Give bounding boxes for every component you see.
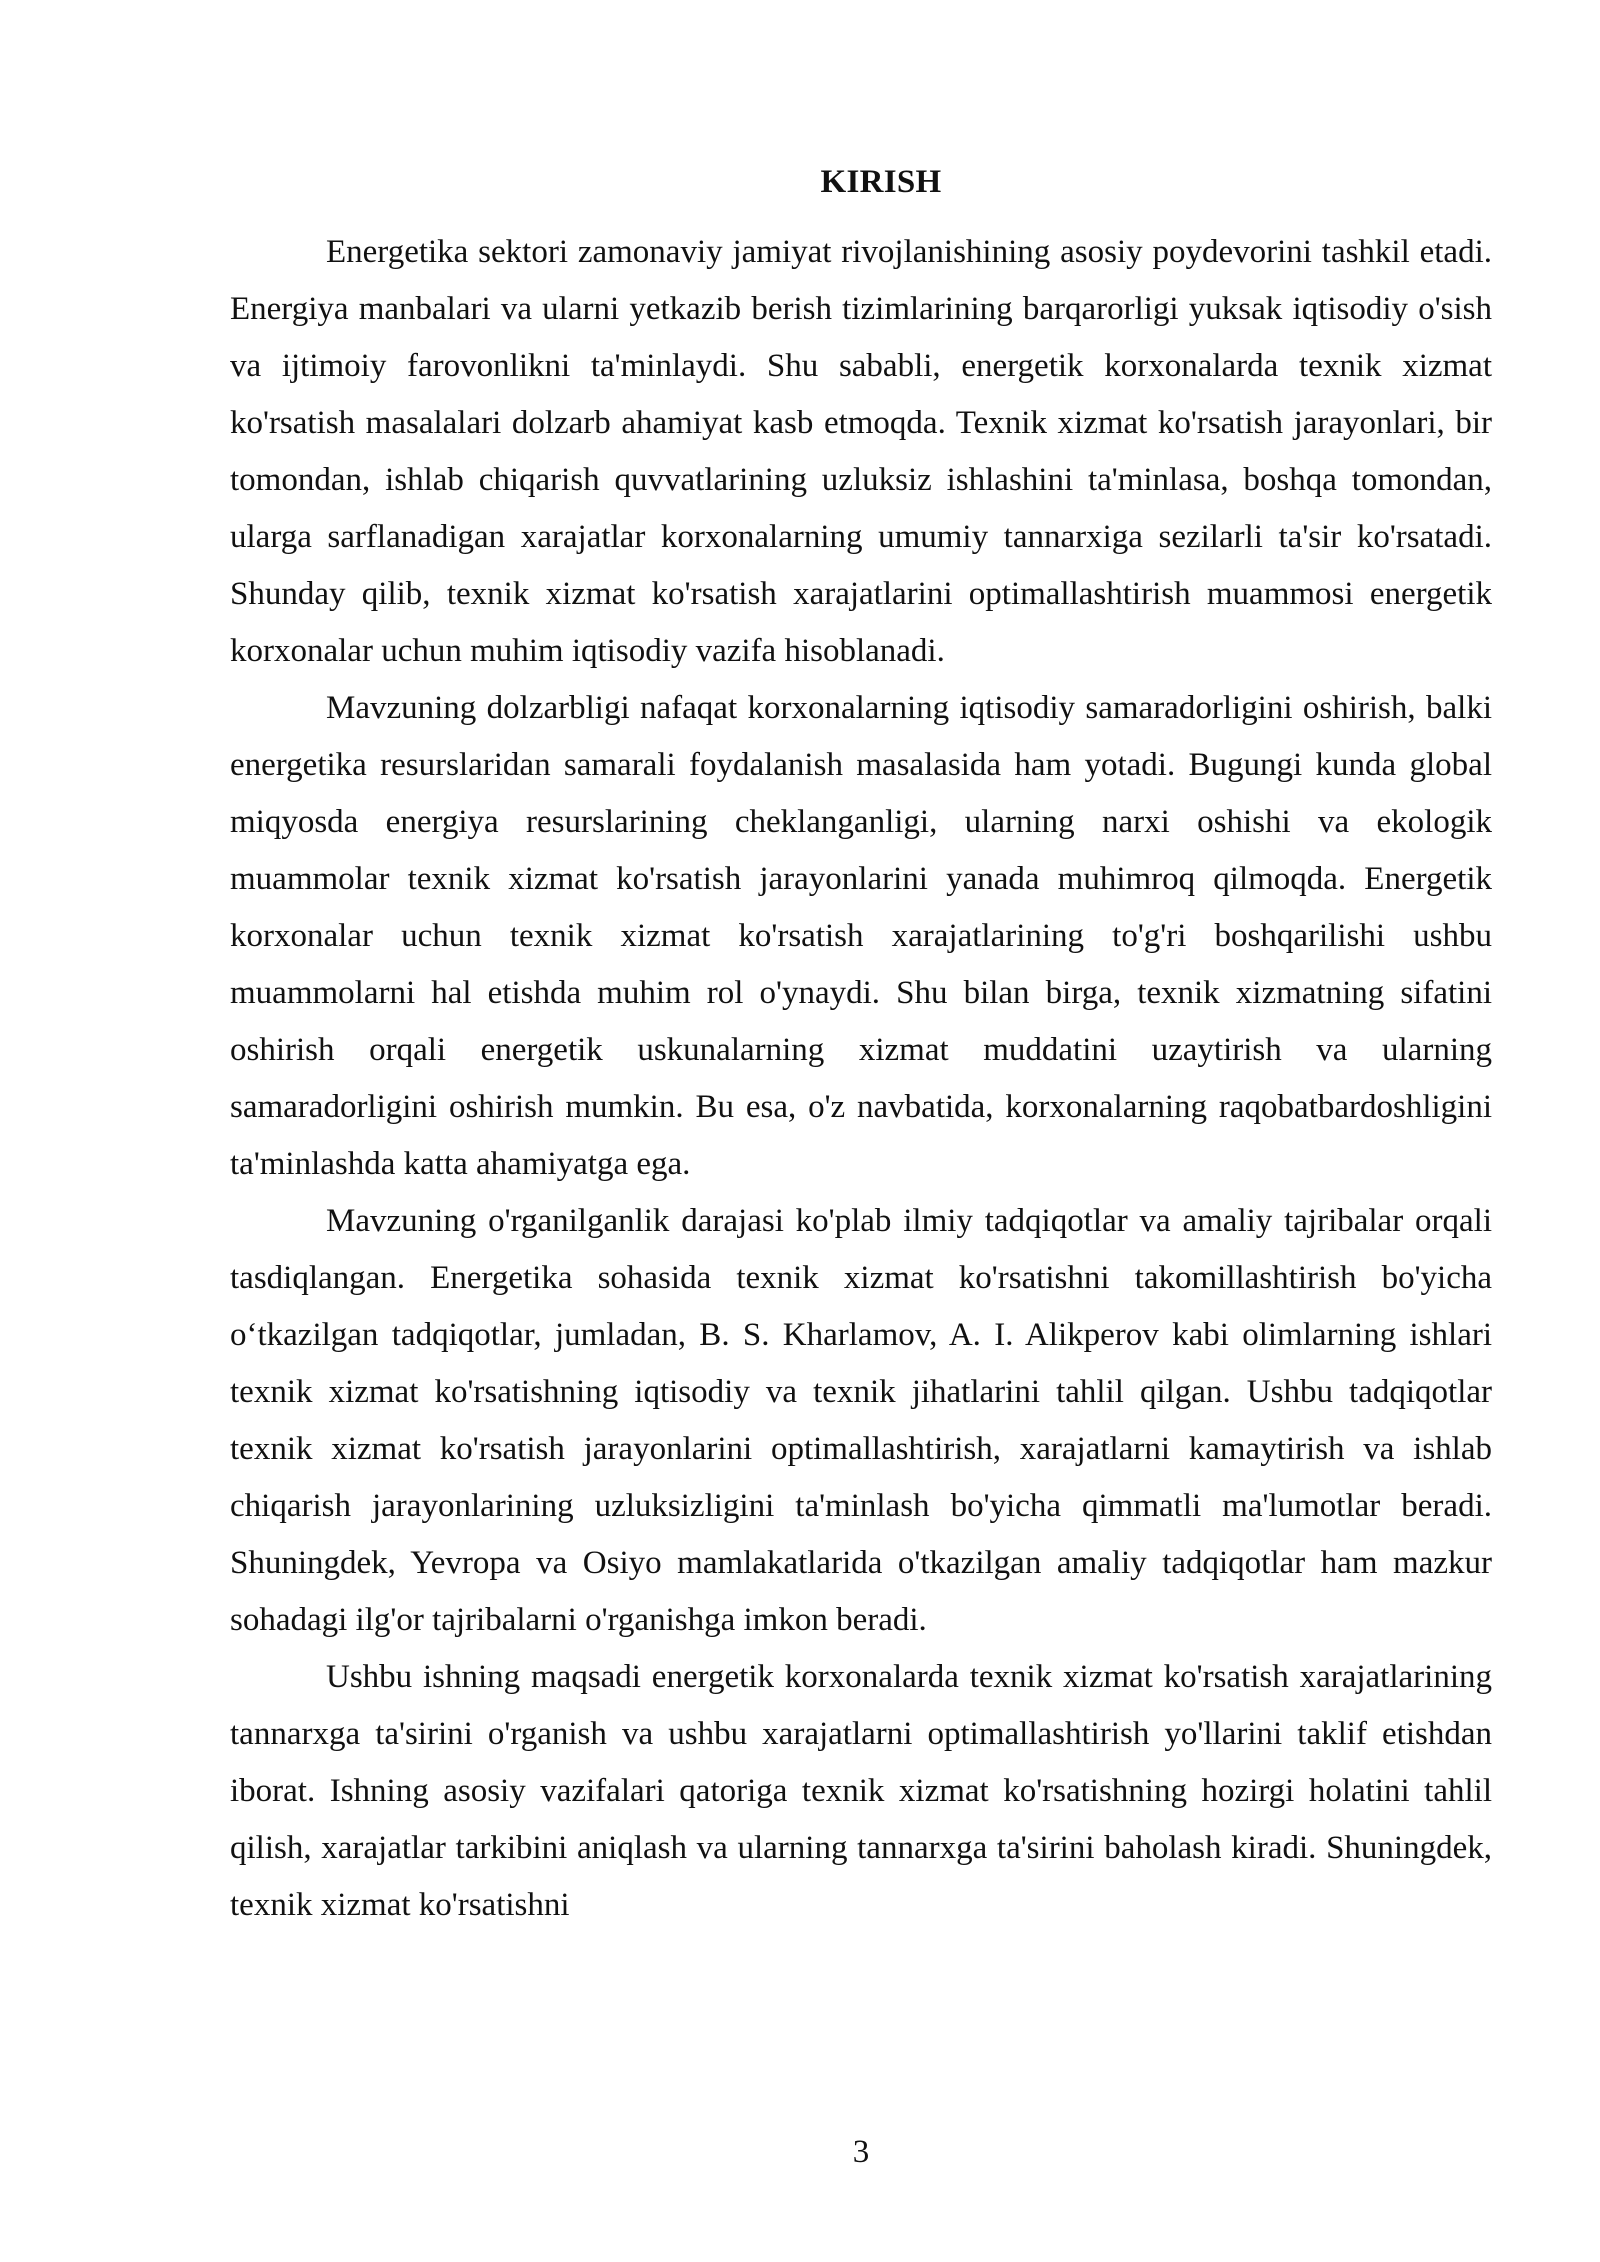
page-number: 3 bbox=[852, 2134, 870, 2170]
paragraph-4: Ushbu ishning maqsadi energetik korxonalarda texnik xizmat ko'rsatish xarajatlarining tannarxga ta'sirini o'rganish va ushbu xarajatlarni optimallashtirish yo'llarini taklif etishdan iborat. Ishning asosiy vazifalari qatoriga texnik xizmat ko'rsatishning hozirgi holatini tahlil qilish, xarajatlar tarkibini aniqlash va ularning tannarxga ta'sirini baholash kiradi. Shuningdek, texnik xizmat ko'rsatishni bbox=[230, 1659, 1492, 1923]
page-content bbox=[230, 160, 1492, 1934]
paragraph-3: Mavzuning o'rganilganlik darajasi ko'plab ilmiy tadqiqotlar va amaliy tajribalar orqali tasdiqlangan. Energetika sohasida texnik xizmat ko'rsatishni takomillashtirish bo'yicha o‘tkazilgan tadqiqotlar, jumladan, B. S. Kharlamov, A. I. Alikperov kabi olimlarning ishlari texnik xizmat ko'rsatishning iqtisodiy va texnik jihatlarini tahlil qilgan. Ushbu tadqiqotlar texnik xizmat ko'rsatish jarayonlarini optimallashtirish, xarajatlarni kamaytirish va ishlab chiqarish jarayonlarining uzluksizligini ta'minlash bo'yicha qimmatli ma'lumotlar beradi. Shuningdek, Yevropa va Osiyo mamlakatlarida o'tkazilgan amaliy tadqiqotlar ham mazkur sohadagi ilg'or tajribalarni o'rganishga imkon beradi. bbox=[230, 1203, 1492, 1638]
page-title: KIRISH bbox=[820, 164, 942, 200]
paragraph-1: Energetika sektori zamonaviy jamiyat rivojlanishining asosiy poydevorini tashkil etadi. Energiya manbalari va ularni yetkazib berish tizimlarining barqarorligi yuksak iqtisodiy o'sish va ijtimoiy farovonlikni ta'minlaydi. Shu sababli, energetik korxonalarda texnik xizmat ko'rsatish masalalari dolzarb ahamiyat kasb etmoqda. Texnik xizmat ko'rsatish jarayonlari, bir tomondan, ishlab chiqarish quvvatlarining uzluksiz ishlashini ta'minlasa, boshqa tomondan, ularga sarflanadigan xarajatlar korxonalarning umumiy tannarxiga sezilarli ta'sir ko'rsatadi. Shunday qilib, texnik xizmat ko'rsatish xarajatlarini optimallashtirish muammosi energetik korxonalar uchun muhim iqtisodiy vazifa hisoblanadi. bbox=[230, 234, 1492, 669]
paragraph-2: Mavzuning dolzarbligi nafaqat korxonalarning iqtisodiy samaradorligini oshirish, balki energetika resurslaridan samarali foydalanish masalasida ham yotadi. Bugungi kunda global miqyosda energiya resurslarining cheklanganligi, ularning narxi oshishi va ekologik muammolar texnik xizmat ko'rsatish jarayonlarini yanada muhimroq qilmoqda. Energetik korxonalar uchun texnik xizmat ko'rsatish xarajatlarining to'g'ri boshqarilishi ushbu muammolarni hal etishda muhim rol o'ynaydi. Shu bilan birga, texnik xizmatning sifatini oshirish orqali energetik uskunalarning xizmat muddatini uzaytirish va ularning samaradorligini oshirish mumkin. Bu esa, o'z navbatida, korxonalarning raqobatbardoshligini ta'minlashda katta ahamiyatga ega. bbox=[230, 690, 1492, 1182]
